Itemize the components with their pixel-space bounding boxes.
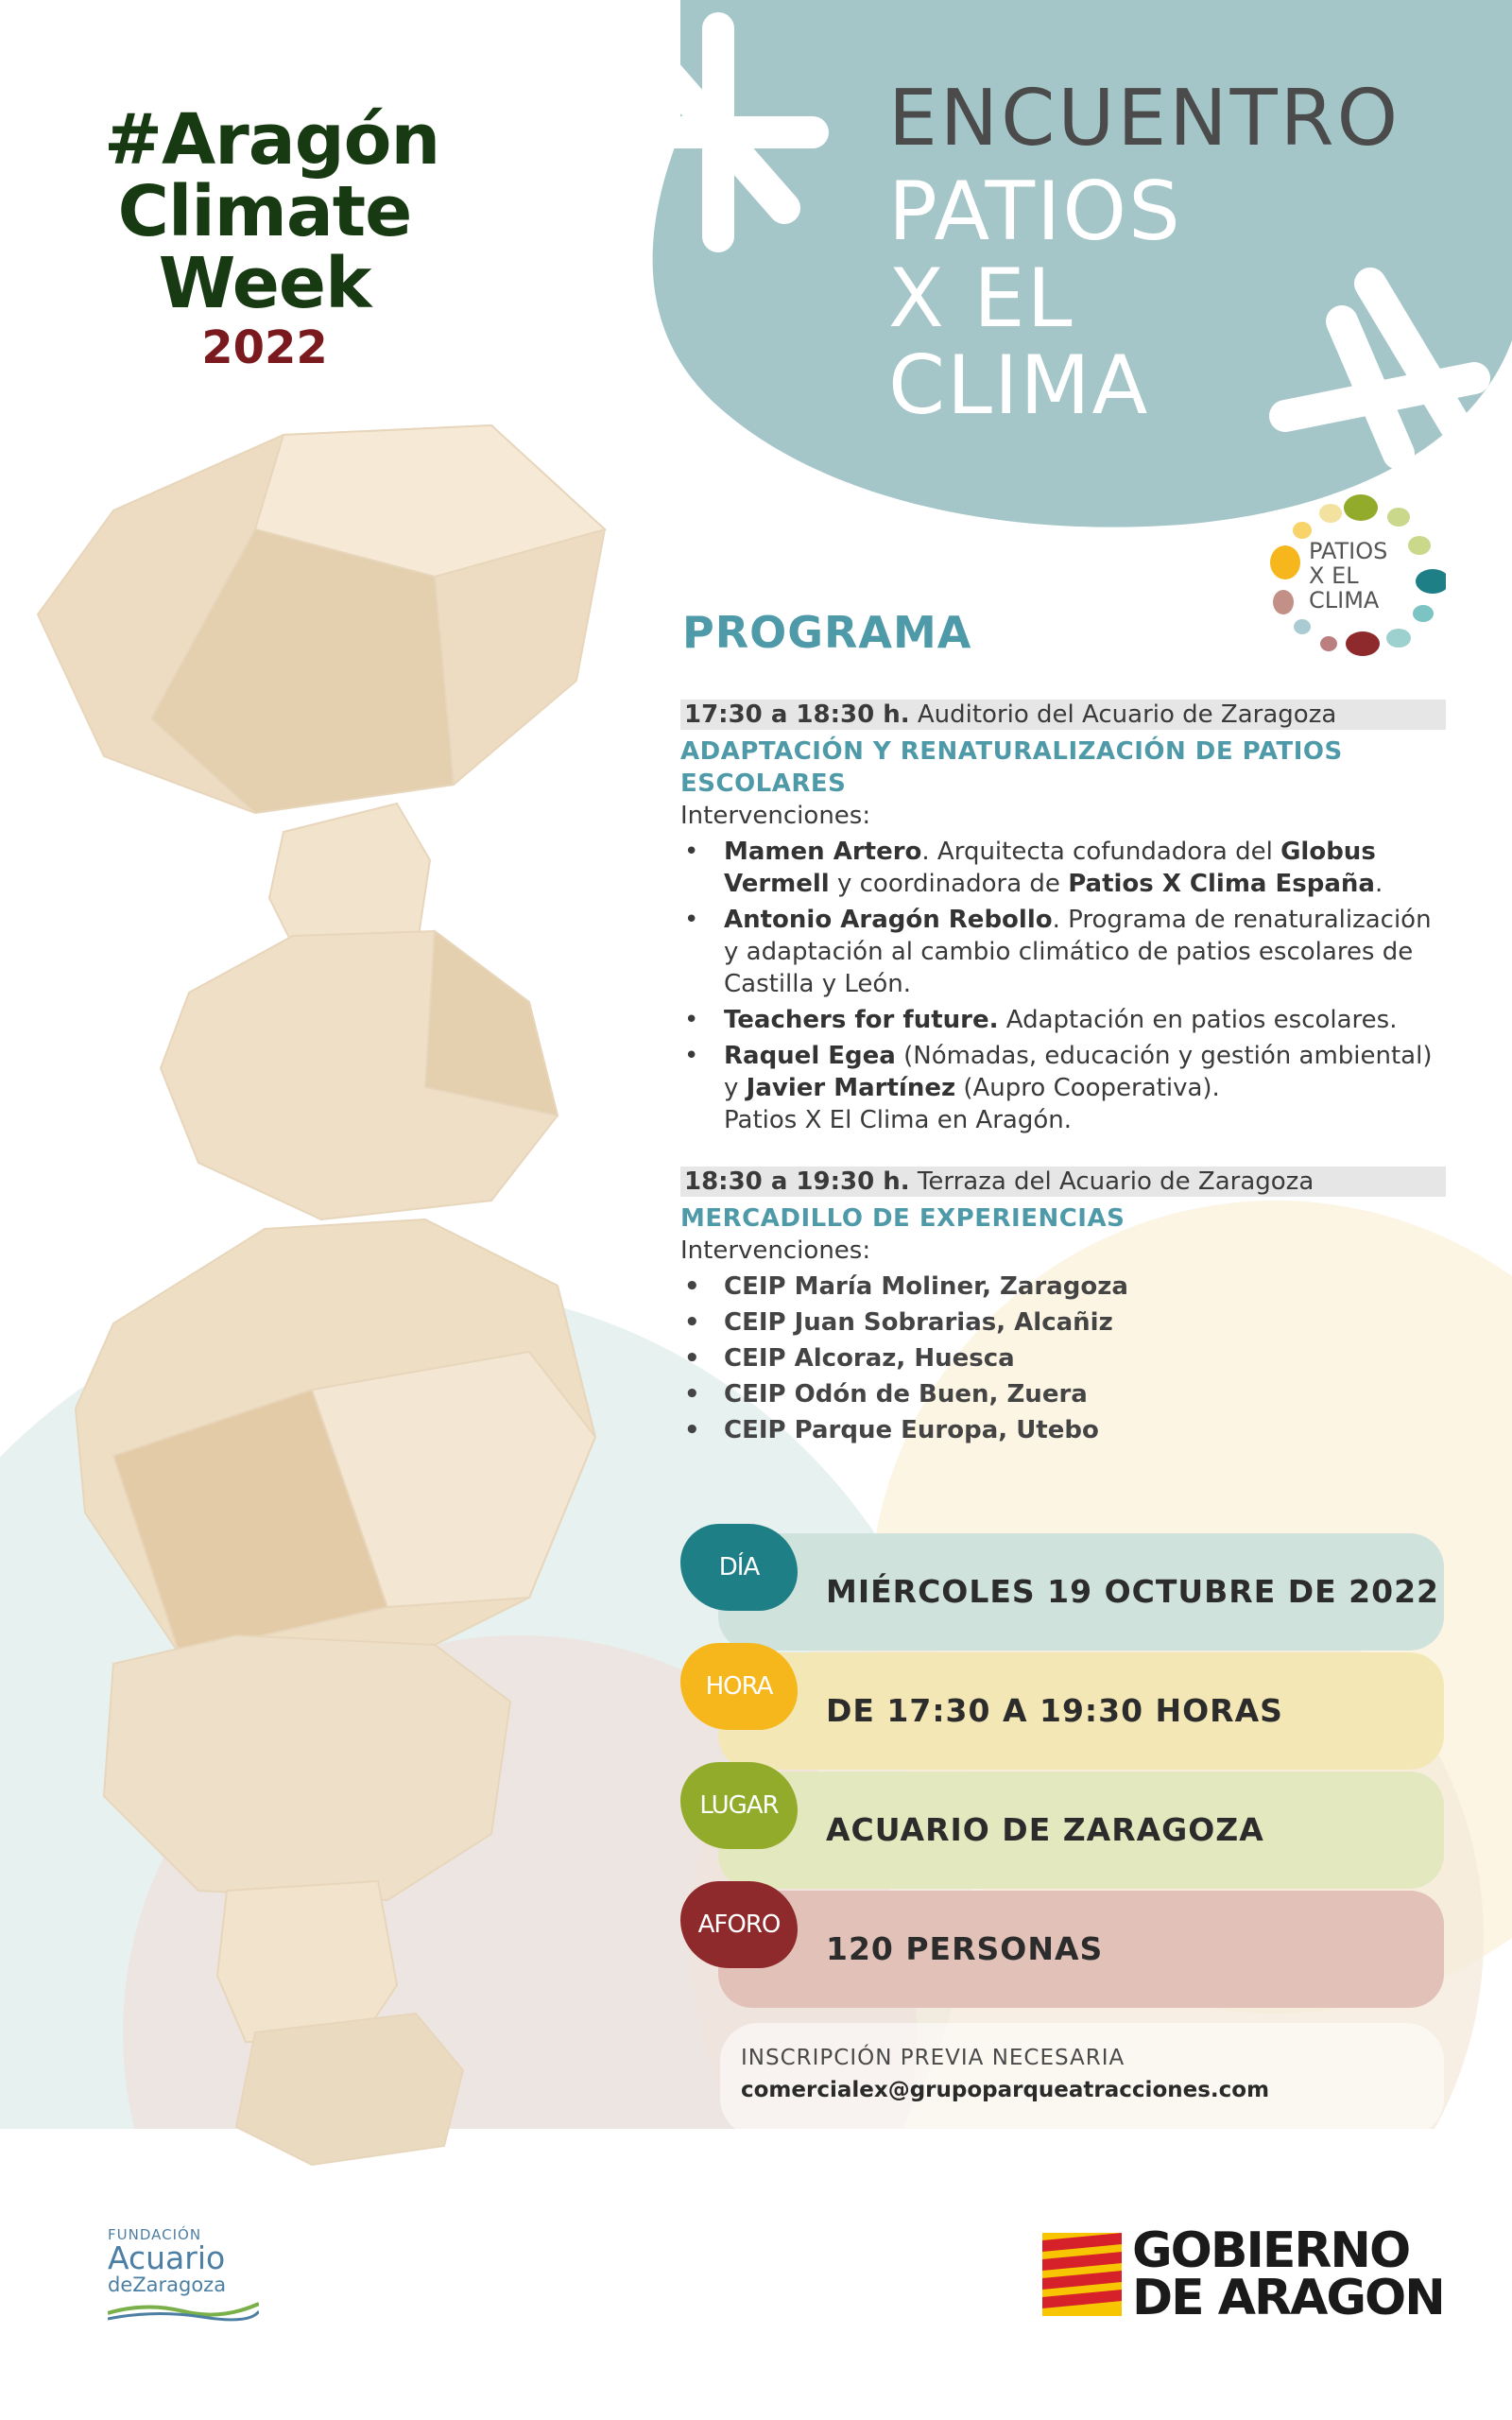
section-1-trailer: Patios X El Clima en Aragón.: [724, 1106, 1072, 1134]
aforo-pill: [718, 1891, 1444, 2008]
speaker-text-2: (Aupro Cooperativa).: [955, 1074, 1220, 1102]
section-1-intervenciones: Intervenciones:: [680, 802, 871, 830]
gobierno-line-1: GOBIERNO: [1132, 2222, 1410, 2279]
hora-tag: HORA: [680, 1643, 798, 1730]
logo-line-2: Climate: [117, 171, 412, 252]
list-item: [680, 836, 1446, 900]
section-2-place: Terraza del Acuario de Zaragoza: [909, 1167, 1314, 1196]
dia-value: MIÉRCOLES 19 OCTUBRE DE 2022: [826, 1573, 1440, 1610]
acuario-label: Acuario: [108, 2239, 226, 2276]
programa-section-1: [680, 700, 1446, 1136]
programa-section-2: [680, 1167, 1446, 1446]
speaker-text-3: .: [1374, 870, 1383, 898]
inscription-label: INSCRIPCIÓN PREVIA NECESARIA: [741, 2046, 1125, 2070]
section-2-school-list: [680, 1270, 1446, 1446]
patios-logo-text: [1309, 539, 1387, 613]
dia-pill: [718, 1533, 1444, 1651]
speaker-org-2: Patios X Clima España: [1068, 870, 1375, 898]
aforo-value: 120 PERSONAS: [826, 1930, 1104, 1967]
section-2-title: MERCADILLO DE EXPERIENCIAS: [680, 1204, 1125, 1233]
gobierno-line-2: DE ARAGON: [1132, 2270, 1444, 2326]
list-item: • CEIP Odón de Buen, Zuera: [680, 1378, 1446, 1410]
speaker-text: Adaptación en patios escolares.: [998, 1006, 1398, 1034]
subtitle-line-1: PATIOS: [888, 164, 1182, 259]
aragon-flag-icon: [1042, 2233, 1122, 2316]
speaker-text: . Programa de renaturalización y adaptación al cambio climático de patios escolares de Castilla y León.: [724, 906, 1432, 998]
gobierno-aragon-logo: [1132, 2222, 1444, 2326]
inscription-box: [720, 2023, 1444, 2136]
speaker-name-2: Javier Martínez: [746, 1074, 956, 1102]
programa-heading: PROGRAMA: [682, 607, 972, 658]
inscription-email[interactable]: comercialex@grupoparqueatracciones.com: [741, 2078, 1270, 2102]
section-1-time: 17:30 a 18:30 h.: [684, 700, 910, 729]
speaker-org: Globus Vermell: [724, 838, 1376, 898]
section-2-time-bar: [680, 1167, 1446, 1197]
section-1-time-bar: [680, 700, 1446, 730]
dia-tag: DÍA: [680, 1524, 798, 1611]
de-zaragoza-label: deZaragoza: [108, 2273, 227, 2296]
lugar-value: ACUARIO DE ZARAGOZA: [826, 1811, 1264, 1848]
speaker-text-2: y coordinadora de: [829, 870, 1069, 898]
section-1-title: ADAPTACIÓN Y RENATURALIZACIÓN DE PATIOS ESCOLARES: [680, 737, 1343, 798]
logo-line-1: #Aragón: [104, 99, 440, 181]
list-item: • CEIP Juan Sobrarias, Alcañiz: [680, 1306, 1446, 1339]
speaker-text: . Arquitecta cofundadora del: [921, 838, 1281, 866]
patios-logo-line-3: CLIMA: [1309, 587, 1380, 614]
hora-value: DE 17:30 A 19:30 HORAS: [826, 1692, 1283, 1729]
lugar-pill: [718, 1772, 1444, 1889]
page-title: ENCUENTRO: [888, 74, 1401, 164]
speaker-name: Antonio Aragón Rebollo: [724, 906, 1053, 934]
speaker-name: Teachers for future.: [724, 1006, 999, 1034]
section-2-intervenciones: Intervenciones:: [680, 1236, 871, 1265]
event-subtitle: [888, 164, 1182, 433]
lugar-tag: LUGAR: [680, 1762, 798, 1849]
aforo-tag: AFORO: [680, 1881, 798, 1968]
wave-icon: [108, 2296, 259, 2325]
logo-line-3: Week: [158, 243, 371, 324]
list-item: • CEIP Alcoraz, Huesca: [680, 1342, 1446, 1374]
section-2-time: 18:30 a 19:30 h.: [684, 1167, 910, 1196]
section-1-speaker-list: [680, 836, 1446, 1104]
logo-year: 2022: [201, 321, 328, 374]
fundacion-label: FUNDACIÓN: [108, 2226, 202, 2243]
list-item: [680, 904, 1446, 1000]
patios-logo-line-2: X EL: [1309, 562, 1359, 589]
hora-pill: [718, 1652, 1444, 1770]
speaker-name: Mamen Artero: [724, 838, 922, 866]
patios-logo-line-1: PATIOS: [1309, 538, 1388, 564]
list-item: • CEIP Parque Europa, Utebo: [680, 1414, 1446, 1446]
section-1-place: Auditorio del Acuario de Zaragoza: [909, 700, 1337, 729]
speaker-name: Raquel Egea: [724, 1042, 896, 1070]
subtitle-line-2: X EL: [888, 251, 1074, 346]
fundacion-acuario-logo: [108, 2226, 259, 2328]
aragon-climate-week-logo: [104, 99, 440, 376]
list-item: [680, 1040, 1446, 1104]
list-item: [680, 1004, 1446, 1036]
speaker-text: (Nómadas, educación y gestión ambiental) y: [724, 1042, 1433, 1102]
subtitle-line-3: CLIMA: [888, 338, 1150, 433]
list-item: • CEIP María Moliner, Zaragoza: [680, 1270, 1446, 1303]
